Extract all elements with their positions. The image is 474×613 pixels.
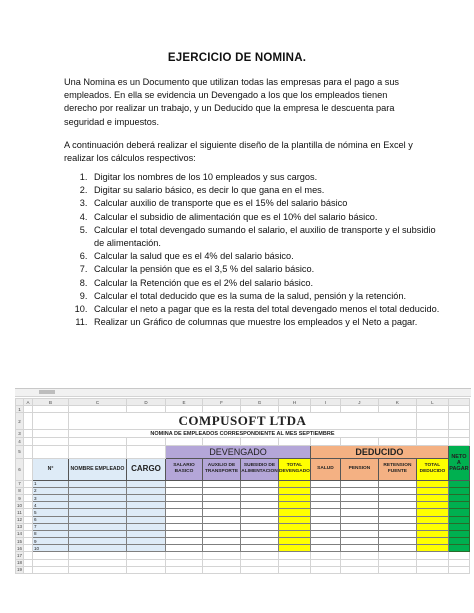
- auxilio-cell[interactable]: [203, 516, 241, 523]
- header-auxilio: AUXILIO DE TRANSPORTE: [203, 458, 241, 480]
- retencion-cell[interactable]: [378, 509, 416, 516]
- column-header: A: [24, 399, 33, 406]
- row-number: 13: [16, 524, 22, 530]
- salud-cell[interactable]: [310, 502, 340, 509]
- intro-paragraph: Una Nomina es un Documento que utilizan todas las empresas para el pago a sus empleados. En ella se evidencia un Devengado a los que los empleados tienen derecho por realizar un trabajo, y un Deducido que la empresa le descuenta para seguridad e impuestos.: [64, 77, 400, 127]
- cell: [340, 566, 378, 573]
- nombre-cell[interactable]: [69, 494, 127, 501]
- cell: [24, 502, 33, 509]
- sheet-row: [16, 538, 470, 545]
- total-deducido-cell[interactable]: [416, 516, 448, 523]
- cargo-cell[interactable]: [127, 502, 166, 509]
- cargo-cell[interactable]: [127, 538, 166, 545]
- cell: [69, 552, 127, 559]
- cell: [69, 445, 127, 458]
- subsidio-cell[interactable]: [241, 494, 279, 501]
- row-number: 5: [16, 445, 24, 458]
- sheet-row: [16, 487, 470, 494]
- cell: [24, 545, 33, 552]
- group-deducido: DEDUCIDO: [310, 445, 448, 458]
- header-cargo: CARGO: [127, 458, 166, 480]
- total-deducido-cell[interactable]: [416, 480, 448, 487]
- neto-cell[interactable]: [448, 487, 469, 494]
- total-devengado-cell[interactable]: [279, 545, 311, 552]
- pension-cell[interactable]: [340, 538, 378, 545]
- subsidio-cell[interactable]: [241, 516, 279, 523]
- sheet-row: [16, 494, 470, 501]
- cell: [203, 406, 241, 413]
- pension-cell[interactable]: [340, 494, 378, 501]
- header-retencion: RETENSION FUENTE: [378, 458, 416, 480]
- cell: [127, 566, 166, 573]
- nombre-cell[interactable]: [69, 509, 127, 516]
- task-item: 11. Realizar un Gráfico de columnas que muestre los empleados y el Neto a pagar.: [90, 316, 440, 329]
- cell: [69, 559, 127, 566]
- cell: [279, 559, 311, 566]
- cell: [378, 438, 416, 445]
- subsidio-cell[interactable]: [241, 530, 279, 537]
- salud-cell[interactable]: [310, 523, 340, 530]
- total-devengado-cell[interactable]: [279, 509, 311, 516]
- neto-header: NETO A PAGAR: [448, 445, 469, 480]
- cell: [127, 438, 166, 445]
- header-subsidio: SUBSIDIO DE ALIMENTACION: [241, 458, 279, 480]
- header-nombre: NOMBRE EMPLEADO: [69, 458, 127, 480]
- row-number: 1: [16, 406, 24, 413]
- total-deducido-cell[interactable]: [416, 545, 448, 552]
- cell: [33, 406, 69, 413]
- cell: [24, 552, 33, 559]
- retencion-cell[interactable]: [378, 494, 416, 501]
- sheet-row: [16, 480, 470, 487]
- cell: [127, 406, 166, 413]
- column-header: J: [340, 399, 378, 406]
- cell: [310, 406, 340, 413]
- salario-cell[interactable]: [166, 494, 203, 501]
- column-header: E: [166, 399, 203, 406]
- total-devengado-cell[interactable]: [279, 523, 311, 530]
- total-devengado-cell[interactable]: [279, 516, 311, 523]
- cell: [33, 413, 69, 430]
- pension-cell[interactable]: [340, 509, 378, 516]
- cargo-cell[interactable]: [127, 545, 166, 552]
- total-deducido-cell[interactable]: [416, 538, 448, 545]
- pension-cell[interactable]: [340, 530, 378, 537]
- cell: [378, 559, 416, 566]
- cell: [166, 559, 203, 566]
- retencion-cell[interactable]: [378, 545, 416, 552]
- task-item: 3. Calcular auxilio de transporte que es el 15% del salario básico: [90, 197, 440, 210]
- retencion-cell[interactable]: [378, 487, 416, 494]
- header-salud: SALUD: [310, 458, 340, 480]
- salud-cell[interactable]: [310, 516, 340, 523]
- sheet-row: [16, 552, 470, 559]
- row-number: 12: [16, 517, 22, 523]
- cell: [310, 552, 340, 559]
- row-number: 14: [16, 531, 22, 537]
- column-header: G: [241, 399, 279, 406]
- cell: [24, 445, 33, 458]
- employee-number: 1: [33, 480, 69, 487]
- total-deducido-cell[interactable]: [416, 523, 448, 530]
- cell: [203, 552, 241, 559]
- cell: [310, 559, 340, 566]
- cell: [33, 430, 69, 438]
- pension-cell[interactable]: [340, 516, 378, 523]
- cell: [33, 445, 69, 458]
- sheet-row: [16, 413, 470, 430]
- cell: [69, 566, 127, 573]
- cell: [378, 552, 416, 559]
- task-item: 7. Calcular la pensión que es el 3,5 % del salario básico.: [90, 263, 440, 276]
- sheet-row: [16, 502, 470, 509]
- cell: [24, 516, 33, 523]
- pension-cell[interactable]: [340, 502, 378, 509]
- salario-cell[interactable]: [166, 523, 203, 530]
- employee-number: 6: [33, 516, 69, 523]
- cell: [24, 523, 33, 530]
- salario-cell[interactable]: [166, 480, 203, 487]
- row-number: 3: [16, 430, 24, 438]
- cell: [378, 406, 416, 413]
- cell: [448, 413, 469, 430]
- cell: [340, 552, 378, 559]
- sheet-subtitle: NOMINA DE EMPLEADOS CORRESPONDIENTE AL MES SEPTIEMBRE: [69, 430, 417, 438]
- subsidio-cell[interactable]: [241, 502, 279, 509]
- cell: [378, 566, 416, 573]
- total-deducido-cell[interactable]: [416, 494, 448, 501]
- sheet-row: [16, 445, 470, 458]
- nombre-cell[interactable]: [69, 545, 127, 552]
- nombre-cell[interactable]: [69, 530, 127, 537]
- salud-cell[interactable]: [310, 509, 340, 516]
- cell: [127, 552, 166, 559]
- row-number: 10: [16, 502, 22, 508]
- cargo-cell[interactable]: [127, 494, 166, 501]
- cell: [416, 566, 448, 573]
- cell: [241, 438, 279, 445]
- cell: [203, 438, 241, 445]
- salario-cell[interactable]: [166, 509, 203, 516]
- formula-bar: [15, 389, 471, 397]
- sheet-row: [16, 566, 470, 573]
- column-header: [448, 399, 469, 406]
- nombre-cell[interactable]: [69, 516, 127, 523]
- document-title: EJERCICIO DE NOMINA.: [167, 52, 307, 64]
- row-number: 4: [16, 438, 24, 445]
- retencion-cell[interactable]: [378, 516, 416, 523]
- pension-cell[interactable]: [340, 480, 378, 487]
- cell: [24, 509, 33, 516]
- task-item: 1. Digitar los nombres de los 10 empleados y sus cargos.: [90, 171, 440, 184]
- cell: [203, 559, 241, 566]
- pension-cell[interactable]: [340, 523, 378, 530]
- salario-cell[interactable]: [166, 545, 203, 552]
- neto-cell[interactable]: [448, 516, 469, 523]
- retencion-cell[interactable]: [378, 530, 416, 537]
- total-deducido-cell[interactable]: [416, 502, 448, 509]
- total-devengado-cell[interactable]: [279, 480, 311, 487]
- cell: [33, 438, 69, 445]
- header-pension: PENSION: [340, 458, 378, 480]
- total-deducido-cell[interactable]: [416, 487, 448, 494]
- cell: [24, 430, 33, 438]
- header-salario: SALARIO BASICO: [166, 458, 203, 480]
- cell: [448, 566, 469, 573]
- neto-cell[interactable]: [448, 523, 469, 530]
- cargo-cell[interactable]: [127, 530, 166, 537]
- column-header: B: [33, 399, 69, 406]
- group-devengado: DEVENGADO: [166, 445, 311, 458]
- neto-cell[interactable]: [448, 509, 469, 516]
- neto-cell[interactable]: [448, 538, 469, 545]
- row-number: 19: [16, 567, 22, 573]
- cell: [310, 566, 340, 573]
- pension-cell[interactable]: [340, 487, 378, 494]
- cell: [340, 559, 378, 566]
- employee-number: 10: [33, 545, 69, 552]
- subsidio-cell[interactable]: [241, 538, 279, 545]
- cargo-cell[interactable]: [127, 487, 166, 494]
- column-header: C: [69, 399, 127, 406]
- corner-cell: [16, 399, 24, 406]
- subsidio-cell[interactable]: [241, 509, 279, 516]
- retencion-cell[interactable]: [378, 480, 416, 487]
- cell: [448, 552, 469, 559]
- cell: [33, 566, 69, 573]
- cell: [416, 413, 448, 430]
- cell: [448, 559, 469, 566]
- cell: [340, 438, 378, 445]
- column-header: I: [310, 399, 340, 406]
- sheet-row: [16, 523, 470, 530]
- sheet-row: [16, 406, 470, 413]
- subsidio-cell[interactable]: [241, 487, 279, 494]
- retencion-cell[interactable]: [378, 523, 416, 530]
- column-header: F: [203, 399, 241, 406]
- subsidio-cell[interactable]: [241, 523, 279, 530]
- spreadsheet-screenshot: [15, 388, 471, 599]
- total-devengado-cell[interactable]: [279, 538, 311, 545]
- cargo-cell[interactable]: [127, 516, 166, 523]
- sheet-row: [16, 458, 470, 480]
- auxilio-cell[interactable]: [203, 487, 241, 494]
- cell: [24, 406, 33, 413]
- row-number: 6: [16, 458, 24, 480]
- cell: [416, 559, 448, 566]
- nombre-cell[interactable]: [69, 502, 127, 509]
- subsidio-cell[interactable]: [241, 480, 279, 487]
- cell: [33, 559, 69, 566]
- cell: [166, 566, 203, 573]
- auxilio-cell[interactable]: [203, 545, 241, 552]
- salario-cell[interactable]: [166, 538, 203, 545]
- task-item: 6. Calcular la salud que es el 4% del salario básico.: [90, 250, 440, 263]
- total-devengado-cell[interactable]: [279, 502, 311, 509]
- cell: [24, 458, 33, 480]
- cell: [241, 552, 279, 559]
- task-item: 2. Digitar su salario básico, es decir lo que gana en el mes.: [90, 184, 440, 197]
- total-deducido-cell[interactable]: [416, 530, 448, 537]
- cell: [24, 530, 33, 537]
- sheet-row: [16, 530, 470, 537]
- row-number: 16: [16, 545, 22, 551]
- row-number: 8: [16, 487, 24, 494]
- cell: [24, 566, 33, 573]
- row-number: 15: [16, 538, 22, 544]
- employee-number: 7: [33, 523, 69, 530]
- cell: [448, 406, 469, 413]
- cell: [416, 552, 448, 559]
- cell: [69, 406, 127, 413]
- total-deducido-cell[interactable]: [416, 509, 448, 516]
- sheet-row: [16, 430, 470, 438]
- sheet-row: [16, 559, 470, 566]
- neto-cell[interactable]: [448, 494, 469, 501]
- salario-cell[interactable]: [166, 487, 203, 494]
- nombre-cell[interactable]: [69, 538, 127, 545]
- header-n: N°: [33, 458, 69, 480]
- task-list: [64, 171, 440, 329]
- employee-number: 3: [33, 494, 69, 501]
- cell: [203, 566, 241, 573]
- nombre-cell[interactable]: [69, 523, 127, 530]
- cell: [166, 406, 203, 413]
- task-item: 5. Calcular el total devengado sumando el salario, el auxilio de transporte y el subsidio de alimentación.: [90, 224, 440, 250]
- neto-cell[interactable]: [448, 480, 469, 487]
- total-devengado-cell[interactable]: [279, 530, 311, 537]
- cell: [241, 566, 279, 573]
- subsidio-cell[interactable]: [241, 545, 279, 552]
- cell: [279, 566, 311, 573]
- cell: [33, 552, 69, 559]
- task-item: 8. Calcular la Retención que es el 2% del salario básico.: [90, 277, 440, 290]
- auxilio-cell[interactable]: [203, 538, 241, 545]
- cell: [166, 438, 203, 445]
- salud-cell[interactable]: [310, 538, 340, 545]
- cell: [24, 413, 33, 430]
- salud-cell[interactable]: [310, 494, 340, 501]
- employee-number: 4: [33, 502, 69, 509]
- salario-cell[interactable]: [166, 502, 203, 509]
- sheet-row: [16, 516, 470, 523]
- neto-cell[interactable]: [448, 502, 469, 509]
- cargo-cell[interactable]: [127, 523, 166, 530]
- cell: [24, 494, 33, 501]
- salud-cell[interactable]: [310, 530, 340, 537]
- neto-cell[interactable]: [448, 530, 469, 537]
- column-header: L: [416, 399, 448, 406]
- cell: [166, 552, 203, 559]
- employee-number: 8: [33, 530, 69, 537]
- cell: [69, 438, 127, 445]
- salario-cell[interactable]: [166, 516, 203, 523]
- column-header: K: [378, 399, 416, 406]
- auxilio-cell[interactable]: [203, 502, 241, 509]
- cargo-cell[interactable]: [127, 509, 166, 516]
- cell: [24, 538, 33, 545]
- cell: [448, 438, 469, 445]
- cell: [279, 552, 311, 559]
- cell: [241, 406, 279, 413]
- salud-cell[interactable]: [310, 545, 340, 552]
- cell: [310, 438, 340, 445]
- task-item: 9. Calcular el total deducido que es la suma de la salud, pensión y la retención.: [90, 290, 440, 303]
- sheet-row: [16, 509, 470, 516]
- cell: [241, 559, 279, 566]
- task-item: 4. Calcular el subsidio de alimentación que es el 10% del salario básico.: [90, 211, 440, 224]
- salario-cell[interactable]: [166, 530, 203, 537]
- row-number: 9: [16, 494, 24, 501]
- auxilio-cell[interactable]: [203, 523, 241, 530]
- sheet-row: [16, 438, 470, 445]
- pension-cell[interactable]: [340, 545, 378, 552]
- cell: [24, 559, 33, 566]
- auxilio-cell[interactable]: [203, 494, 241, 501]
- salud-cell[interactable]: [310, 487, 340, 494]
- auxilio-cell[interactable]: [203, 480, 241, 487]
- nombre-cell[interactable]: [69, 487, 127, 494]
- auxilio-cell[interactable]: [203, 509, 241, 516]
- auxilio-cell[interactable]: [203, 530, 241, 537]
- cell: [448, 430, 469, 438]
- sheet-row: [16, 545, 470, 552]
- retencion-cell[interactable]: [378, 538, 416, 545]
- instructions-paragraph: A continuación deberá realizar el siguiente diseño de la plantilla de nómina en Excel y realizar los cálculos respectivos:: [64, 140, 413, 164]
- total-devengado-cell[interactable]: [279, 494, 311, 501]
- cell: [24, 438, 33, 445]
- header-total-devengado: TOTAL DEVENGADO: [279, 458, 311, 480]
- column-header: D: [127, 399, 166, 406]
- payroll-grid: [15, 398, 470, 574]
- task-item: 10. Calcular el neto a pagar que es la resta del total devengado menos el total deducido.: [90, 303, 440, 316]
- cell: [279, 438, 311, 445]
- cell: [340, 406, 378, 413]
- salud-cell[interactable]: [310, 480, 340, 487]
- cell: [416, 430, 448, 438]
- row-number: 7: [16, 480, 24, 487]
- cell: [416, 438, 448, 445]
- neto-cell[interactable]: [448, 545, 469, 552]
- cell: [127, 559, 166, 566]
- cell: [127, 445, 166, 458]
- cell: [279, 406, 311, 413]
- cargo-cell[interactable]: [127, 480, 166, 487]
- employee-number: 5: [33, 509, 69, 516]
- retencion-cell[interactable]: [378, 502, 416, 509]
- employee-number: 9: [33, 538, 69, 545]
- row-number: 18: [16, 560, 22, 566]
- total-devengado-cell[interactable]: [279, 487, 311, 494]
- row-number: 2: [16, 413, 24, 430]
- nombre-cell[interactable]: [69, 480, 127, 487]
- employee-number: 2: [33, 487, 69, 494]
- column-header: H: [279, 399, 311, 406]
- sheet-row: [16, 399, 470, 406]
- cell: [416, 406, 448, 413]
- cell: [24, 487, 33, 494]
- row-number: 11: [17, 509, 22, 515]
- cell: [24, 480, 33, 487]
- row-number: 17: [16, 553, 22, 559]
- header-total-deducido: TOTAL DEDUCIDO: [416, 458, 448, 480]
- company-name: COMPUSOFT LTDA: [69, 413, 417, 430]
